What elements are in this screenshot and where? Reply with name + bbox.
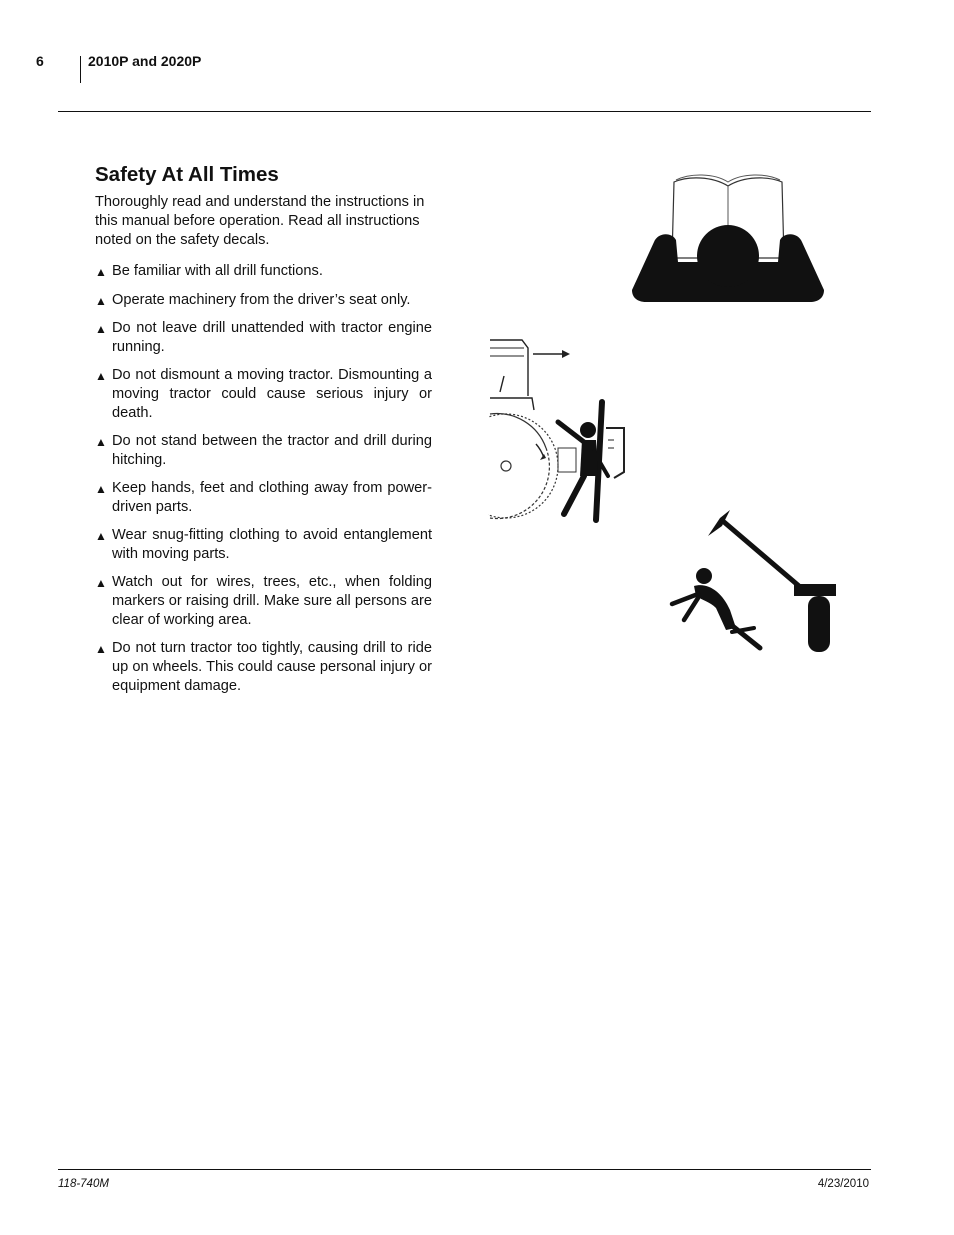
list-item: ▲ Operate machinery from the driver’s seat only.	[95, 291, 432, 310]
triangle-bullet-icon: ▲	[95, 642, 107, 657]
list-item: ▲ Keep hands, feet and clothing away from power-driven parts.	[95, 480, 432, 515]
list-item: ▲ Wear snug-fitting clothing to avoid entanglement with moving parts.	[95, 527, 432, 562]
header-rule	[58, 111, 871, 112]
list-item: ▲ Do not turn tractor too tightly, causing drill to ride up on wheels. This could cause personal injury or equipment damage.	[95, 640, 432, 694]
triangle-bullet-icon: ▲	[95, 265, 107, 280]
footer-rule	[58, 1169, 871, 1170]
triangle-bullet-icon: ▲	[95, 434, 107, 449]
intro-paragraph: Thoroughly read and understand the instructions in this manual before operation. Read all instructions noted on the safety decals.	[95, 194, 425, 248]
list-item: ▲ Do not dismount a moving tractor. Dismounting a moving tractor could cause serious injury or death.	[95, 367, 432, 421]
header-divider	[80, 56, 81, 83]
triangle-bullet-icon: ▲	[95, 293, 107, 308]
reading-manual-illustration	[628, 170, 828, 310]
page-number: 6	[36, 53, 44, 69]
list-item: ▲ Watch out for wires, trees, etc., when folding markers or raising drill. Make sure all persons are clear of working area.	[95, 574, 432, 628]
section-heading: Safety At All Times	[95, 163, 279, 186]
header-title: 2010P and 2020P	[88, 53, 202, 69]
safety-section	[95, 162, 432, 705]
triangle-bullet-icon: ▲	[95, 529, 107, 544]
list-item: ▲ Do not leave drill unattended with tractor engine running.	[95, 319, 432, 355]
safety-bullet-list	[95, 262, 432, 695]
revision-date: 4/23/2010	[817, 1178, 869, 1190]
triangle-bullet-icon: ▲	[95, 321, 107, 336]
triangle-bullet-icon: ▲	[95, 482, 107, 497]
marker-hazard-illustration	[664, 508, 839, 656]
triangle-bullet-icon: ▲	[95, 576, 107, 591]
triangle-bullet-icon: ▲	[95, 369, 107, 384]
list-item: ▲ Do not stand between the tractor and drill during hitching.	[95, 432, 432, 468]
list-item: ▲ Be familiar with all drill functions.	[95, 262, 432, 281]
hitching-hazard-illustration	[488, 336, 638, 526]
document-number: 118-740M	[58, 1178, 109, 1190]
